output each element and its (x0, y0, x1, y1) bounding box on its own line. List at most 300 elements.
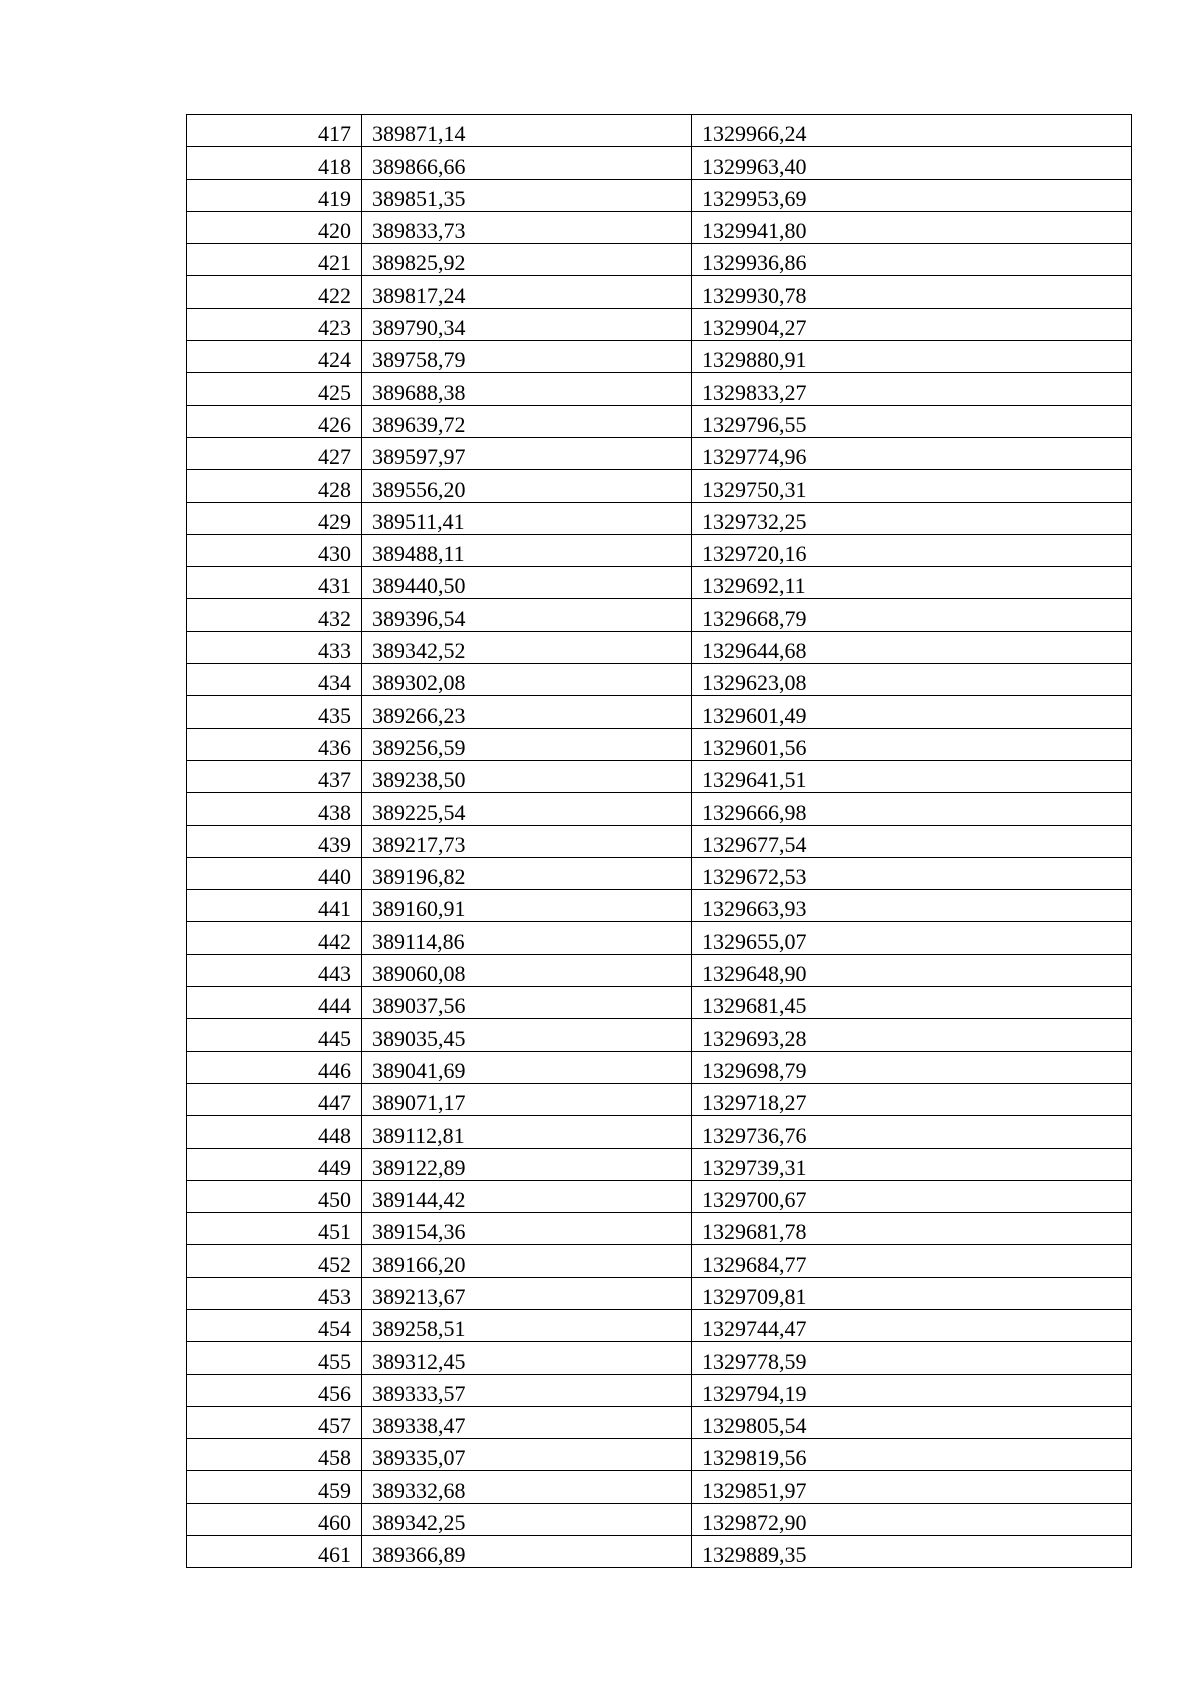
point-number-cell (187, 1116, 362, 1148)
y-coordinate-cell (692, 341, 1132, 373)
x-coordinate-cell (362, 825, 692, 857)
y-coordinate-cell (692, 1406, 1132, 1438)
y-coordinate-cell-text: 1329663,93 (702, 896, 807, 922)
table-row (187, 567, 1132, 599)
y-coordinate-cell (692, 599, 1132, 631)
y-coordinate-cell-text: 1329601,56 (702, 734, 807, 760)
point-number-cell (187, 276, 362, 308)
table-row (187, 1051, 1132, 1083)
x-coordinate-cell-text: 389688,38 (372, 379, 466, 405)
point-number-cell (187, 1245, 362, 1277)
x-coordinate-cell (362, 308, 692, 340)
point-number-cell (187, 244, 362, 276)
point-number-cell (187, 1148, 362, 1180)
table-row (187, 954, 1132, 986)
table-row (187, 373, 1132, 405)
table-row (187, 1148, 1132, 1180)
x-coordinate-cell (362, 922, 692, 954)
x-coordinate-cell-text: 389366,89 (372, 1542, 466, 1568)
y-coordinate-cell-text: 1329720,16 (702, 541, 807, 567)
x-coordinate-cell (362, 1083, 692, 1115)
y-coordinate-cell-text: 1329819,56 (702, 1445, 807, 1471)
point-number-cell (187, 1019, 362, 1051)
x-coordinate-cell (362, 1213, 692, 1245)
x-coordinate-cell (362, 1180, 692, 1212)
y-coordinate-cell (692, 502, 1132, 534)
x-coordinate-cell (362, 857, 692, 889)
x-coordinate-cell-text: 389035,45 (372, 1025, 466, 1051)
x-coordinate-cell-text: 389217,73 (372, 831, 466, 857)
point-number-cell (187, 115, 362, 147)
x-coordinate-cell-text: 389871,14 (372, 121, 466, 147)
table-row (187, 825, 1132, 857)
point-number-cell-text: 423 (318, 315, 351, 341)
y-coordinate-cell (692, 1180, 1132, 1212)
point-number-cell-text: 456 (318, 1380, 351, 1406)
point-number-cell-text: 451 (318, 1219, 351, 1245)
point-number-cell (187, 470, 362, 502)
x-coordinate-cell (362, 373, 692, 405)
table-row (187, 115, 1132, 147)
table-row (187, 1536, 1132, 1568)
x-coordinate-cell-text: 389335,07 (372, 1445, 466, 1471)
x-coordinate-cell-text: 389597,97 (372, 444, 466, 470)
table-row (187, 1309, 1132, 1341)
point-number-cell-text: 431 (318, 573, 351, 599)
point-number-cell (187, 1406, 362, 1438)
point-number-cell (187, 373, 362, 405)
table-row (187, 1342, 1132, 1374)
y-coordinate-cell (692, 1277, 1132, 1309)
y-coordinate-cell-text: 1329739,31 (702, 1154, 807, 1180)
x-coordinate-cell (362, 437, 692, 469)
y-coordinate-cell (692, 115, 1132, 147)
point-number-cell-text: 461 (318, 1542, 351, 1568)
y-coordinate-cell-text: 1329684,77 (702, 1251, 807, 1277)
x-coordinate-cell-text: 389213,67 (372, 1283, 466, 1309)
y-coordinate-cell (692, 1245, 1132, 1277)
x-coordinate-cell-text: 389037,56 (372, 993, 466, 1019)
y-coordinate-cell (692, 954, 1132, 986)
point-number-cell (187, 1471, 362, 1503)
x-coordinate-cell (362, 1439, 692, 1471)
y-coordinate-cell (692, 1051, 1132, 1083)
y-coordinate-cell (692, 308, 1132, 340)
x-coordinate-cell-text: 389266,23 (372, 702, 466, 728)
point-number-cell-text: 427 (318, 444, 351, 470)
x-coordinate-cell-text: 389122,89 (372, 1154, 466, 1180)
x-coordinate-cell-text: 389256,59 (372, 734, 466, 760)
x-coordinate-cell-text: 389144,42 (372, 1187, 466, 1213)
y-coordinate-cell-text: 1329872,90 (702, 1510, 807, 1536)
table-row (187, 308, 1132, 340)
point-number-cell-text: 457 (318, 1413, 351, 1439)
y-coordinate-cell-text: 1329941,80 (702, 218, 807, 244)
x-coordinate-cell (362, 1503, 692, 1535)
y-coordinate-cell (692, 373, 1132, 405)
y-coordinate-cell-text: 1329681,45 (702, 993, 807, 1019)
point-number-cell (187, 147, 362, 179)
point-number-cell-text: 419 (318, 185, 351, 211)
table-row (187, 341, 1132, 373)
x-coordinate-cell-text: 389817,24 (372, 282, 466, 308)
x-coordinate-cell-text: 389302,08 (372, 670, 466, 696)
point-number-cell (187, 1536, 362, 1568)
y-coordinate-cell-text: 1329655,07 (702, 928, 807, 954)
x-coordinate-cell-text: 389332,68 (372, 1477, 466, 1503)
point-number-cell-text: 458 (318, 1445, 351, 1471)
table-row (187, 1180, 1132, 1212)
table-row (187, 760, 1132, 792)
point-number-cell-text: 426 (318, 411, 351, 437)
y-coordinate-cell (692, 470, 1132, 502)
x-coordinate-cell-text: 389338,47 (372, 1413, 466, 1439)
table-row (187, 1471, 1132, 1503)
x-coordinate-cell-text: 389258,51 (372, 1316, 466, 1342)
y-coordinate-cell-text: 1329644,68 (702, 638, 807, 664)
table-row (187, 664, 1132, 696)
table-row (187, 211, 1132, 243)
x-coordinate-cell (362, 341, 692, 373)
point-number-cell-text: 444 (318, 993, 351, 1019)
y-coordinate-cell-text: 1329601,49 (702, 702, 807, 728)
x-coordinate-cell-text: 389060,08 (372, 961, 466, 987)
y-coordinate-cell (692, 211, 1132, 243)
point-number-cell-text: 459 (318, 1477, 351, 1503)
x-coordinate-cell (362, 179, 692, 211)
x-coordinate-cell (362, 1471, 692, 1503)
y-coordinate-cell-text: 1329953,69 (702, 185, 807, 211)
x-coordinate-cell-text: 389790,34 (372, 315, 466, 341)
table-row (187, 857, 1132, 889)
y-coordinate-cell-text: 1329936,86 (702, 250, 807, 276)
y-coordinate-cell (692, 664, 1132, 696)
y-coordinate-cell (692, 405, 1132, 437)
x-coordinate-cell (362, 890, 692, 922)
x-coordinate-cell (362, 760, 692, 792)
coordinates-table-body (187, 115, 1132, 1568)
x-coordinate-cell (362, 664, 692, 696)
table-row (187, 890, 1132, 922)
y-coordinate-cell-text: 1329930,78 (702, 282, 807, 308)
y-coordinate-cell (692, 1309, 1132, 1341)
table-row (187, 1503, 1132, 1535)
y-coordinate-cell-text: 1329744,47 (702, 1316, 807, 1342)
table-row (187, 599, 1132, 631)
point-number-cell-text: 422 (318, 282, 351, 308)
point-number-cell-text: 442 (318, 928, 351, 954)
table-row (187, 1406, 1132, 1438)
table-row (187, 179, 1132, 211)
y-coordinate-cell (692, 1148, 1132, 1180)
x-coordinate-cell-text: 389511,41 (372, 508, 465, 534)
x-coordinate-cell (362, 599, 692, 631)
y-coordinate-cell (692, 1019, 1132, 1051)
point-number-cell-text: 436 (318, 734, 351, 760)
y-coordinate-cell-text: 1329681,78 (702, 1219, 807, 1245)
y-coordinate-cell (692, 696, 1132, 728)
y-coordinate-cell (692, 244, 1132, 276)
point-number-cell-text: 452 (318, 1251, 351, 1277)
x-coordinate-cell-text: 389166,20 (372, 1251, 466, 1277)
y-coordinate-cell-text: 1329794,19 (702, 1380, 807, 1406)
x-coordinate-cell (362, 567, 692, 599)
table-row (187, 147, 1132, 179)
x-coordinate-cell-text: 389833,73 (372, 218, 466, 244)
x-coordinate-cell (362, 244, 692, 276)
y-coordinate-cell (692, 1116, 1132, 1148)
point-number-cell (187, 211, 362, 243)
x-coordinate-cell (362, 954, 692, 986)
y-coordinate-cell-text: 1329851,97 (702, 1477, 807, 1503)
table-row (187, 470, 1132, 502)
point-number-cell (187, 760, 362, 792)
point-number-cell-text: 433 (318, 638, 351, 664)
point-number-cell (187, 1439, 362, 1471)
point-number-cell-text: 445 (318, 1025, 351, 1051)
x-coordinate-cell (362, 728, 692, 760)
y-coordinate-cell-text: 1329700,67 (702, 1187, 807, 1213)
point-number-cell-text: 435 (318, 702, 351, 728)
x-coordinate-cell (362, 631, 692, 663)
y-coordinate-cell-text: 1329805,54 (702, 1413, 807, 1439)
y-coordinate-cell-text: 1329693,28 (702, 1025, 807, 1051)
x-coordinate-cell-text: 389825,92 (372, 250, 466, 276)
y-coordinate-cell-text: 1329698,79 (702, 1057, 807, 1083)
point-number-cell (187, 1309, 362, 1341)
point-number-cell (187, 890, 362, 922)
x-coordinate-cell (362, 793, 692, 825)
x-coordinate-cell-text: 389154,36 (372, 1219, 466, 1245)
point-number-cell (187, 954, 362, 986)
y-coordinate-cell-text: 1329889,35 (702, 1542, 807, 1568)
x-coordinate-cell (362, 1406, 692, 1438)
x-coordinate-cell-text: 389342,52 (372, 638, 466, 664)
y-coordinate-cell (692, 1342, 1132, 1374)
table-row (187, 502, 1132, 534)
x-coordinate-cell (362, 1277, 692, 1309)
table-row (187, 1213, 1132, 1245)
x-coordinate-cell (362, 470, 692, 502)
x-coordinate-cell-text: 389160,91 (372, 896, 466, 922)
y-coordinate-cell (692, 567, 1132, 599)
x-coordinate-cell-text: 389071,17 (372, 1090, 466, 1116)
y-coordinate-cell-text: 1329623,08 (702, 670, 807, 696)
point-number-cell (187, 1083, 362, 1115)
table-row (187, 437, 1132, 469)
x-coordinate-cell (362, 987, 692, 1019)
x-coordinate-cell-text: 389488,11 (372, 541, 465, 567)
point-number-cell-text: 430 (318, 541, 351, 567)
point-number-cell-text: 441 (318, 896, 351, 922)
point-number-cell (187, 502, 362, 534)
x-coordinate-cell (362, 1019, 692, 1051)
point-number-cell-text: 424 (318, 347, 351, 373)
point-number-cell-text: 448 (318, 1122, 351, 1148)
point-number-cell-text: 454 (318, 1316, 351, 1342)
point-number-cell-text: 428 (318, 476, 351, 502)
y-coordinate-cell (692, 987, 1132, 1019)
point-number-cell (187, 1374, 362, 1406)
point-number-cell (187, 534, 362, 566)
y-coordinate-cell (692, 147, 1132, 179)
y-coordinate-cell (692, 534, 1132, 566)
x-coordinate-cell (362, 1342, 692, 1374)
x-coordinate-cell (362, 1536, 692, 1568)
x-coordinate-cell (362, 696, 692, 728)
y-coordinate-cell (692, 276, 1132, 308)
table-row (187, 534, 1132, 566)
point-number-cell (187, 1213, 362, 1245)
y-coordinate-cell (692, 728, 1132, 760)
y-coordinate-cell-text: 1329641,51 (702, 767, 807, 793)
x-coordinate-cell-text: 389866,66 (372, 153, 466, 179)
point-number-cell-text: 432 (318, 605, 351, 631)
y-coordinate-cell-text: 1329963,40 (702, 153, 807, 179)
y-coordinate-cell-text: 1329833,27 (702, 379, 807, 405)
y-coordinate-cell-text: 1329677,54 (702, 831, 807, 857)
x-coordinate-cell (362, 534, 692, 566)
point-number-cell (187, 793, 362, 825)
point-number-cell (187, 696, 362, 728)
x-coordinate-cell (362, 211, 692, 243)
point-number-cell (187, 341, 362, 373)
x-coordinate-cell (362, 1116, 692, 1148)
x-coordinate-cell (362, 1309, 692, 1341)
y-coordinate-cell-text: 1329718,27 (702, 1090, 807, 1116)
table-row (187, 922, 1132, 954)
y-coordinate-cell-text: 1329750,31 (702, 476, 807, 502)
point-number-cell (187, 405, 362, 437)
y-coordinate-cell (692, 857, 1132, 889)
x-coordinate-cell-text: 389114,86 (372, 928, 465, 954)
point-number-cell (187, 1180, 362, 1212)
y-coordinate-cell-text: 1329668,79 (702, 605, 807, 631)
y-coordinate-cell (692, 1503, 1132, 1535)
x-coordinate-cell-text: 389342,25 (372, 1510, 466, 1536)
table-row (187, 1245, 1132, 1277)
x-coordinate-cell-text: 389556,20 (372, 476, 466, 502)
x-coordinate-cell-text: 389041,69 (372, 1057, 466, 1083)
x-coordinate-cell-text: 389238,50 (372, 767, 466, 793)
x-coordinate-cell-text: 389196,82 (372, 864, 466, 890)
point-number-cell-text: 439 (318, 831, 351, 857)
y-coordinate-cell (692, 179, 1132, 211)
point-number-cell (187, 922, 362, 954)
y-coordinate-cell (692, 825, 1132, 857)
table-row (187, 987, 1132, 1019)
point-number-cell-text: 417 (318, 121, 351, 147)
y-coordinate-cell (692, 437, 1132, 469)
y-coordinate-cell (692, 1083, 1132, 1115)
x-coordinate-cell-text: 389639,72 (372, 411, 466, 437)
table-row (187, 1374, 1132, 1406)
y-coordinate-cell-text: 1329966,24 (702, 121, 807, 147)
table-row (187, 1116, 1132, 1148)
point-number-cell-text: 440 (318, 864, 351, 890)
y-coordinate-cell (692, 760, 1132, 792)
table-row (187, 696, 1132, 728)
y-coordinate-cell (692, 1471, 1132, 1503)
y-coordinate-cell (692, 793, 1132, 825)
point-number-cell-text: 429 (318, 508, 351, 534)
y-coordinate-cell (692, 1439, 1132, 1471)
point-number-cell (187, 825, 362, 857)
point-number-cell (187, 664, 362, 696)
point-number-cell-text: 443 (318, 961, 351, 987)
point-number-cell (187, 987, 362, 1019)
table-row (187, 728, 1132, 760)
x-coordinate-cell-text: 389225,54 (372, 799, 466, 825)
y-coordinate-cell (692, 890, 1132, 922)
point-number-cell (187, 1051, 362, 1083)
table-row (187, 793, 1132, 825)
point-number-cell (187, 308, 362, 340)
y-coordinate-cell-text: 1329736,76 (702, 1122, 807, 1148)
x-coordinate-cell (362, 115, 692, 147)
point-number-cell (187, 1277, 362, 1309)
x-coordinate-cell (362, 1374, 692, 1406)
point-number-cell (187, 631, 362, 663)
point-number-cell-text: 450 (318, 1187, 351, 1213)
point-number-cell-text: 418 (318, 153, 351, 179)
point-number-cell-text: 460 (318, 1510, 351, 1536)
table-row (187, 1019, 1132, 1051)
point-number-cell (187, 857, 362, 889)
point-number-cell (187, 728, 362, 760)
table-row (187, 1083, 1132, 1115)
y-coordinate-cell (692, 631, 1132, 663)
x-coordinate-cell-text: 389440,50 (372, 573, 466, 599)
table-row (187, 1439, 1132, 1471)
point-number-cell-text: 434 (318, 670, 351, 696)
x-coordinate-cell-text: 389851,35 (372, 185, 466, 211)
x-coordinate-cell (362, 147, 692, 179)
point-number-cell-text: 446 (318, 1057, 351, 1083)
y-coordinate-cell-text: 1329778,59 (702, 1348, 807, 1374)
x-coordinate-cell-text: 389396,54 (372, 605, 466, 631)
x-coordinate-cell (362, 502, 692, 534)
point-number-cell-text: 425 (318, 379, 351, 405)
x-coordinate-cell (362, 1245, 692, 1277)
coordinates-table (186, 114, 1132, 1568)
x-coordinate-cell (362, 276, 692, 308)
table-row (187, 276, 1132, 308)
y-coordinate-cell-text: 1329648,90 (702, 961, 807, 987)
y-coordinate-cell-text: 1329796,55 (702, 411, 807, 437)
point-number-cell-text: 447 (318, 1090, 351, 1116)
table-row (187, 631, 1132, 663)
y-coordinate-cell-text: 1329880,91 (702, 347, 807, 373)
table-row (187, 1277, 1132, 1309)
x-coordinate-cell-text: 389758,79 (372, 347, 466, 373)
y-coordinate-cell (692, 922, 1132, 954)
point-number-cell-text: 453 (318, 1283, 351, 1309)
point-number-cell-text: 455 (318, 1348, 351, 1374)
y-coordinate-cell-text: 1329666,98 (702, 799, 807, 825)
x-coordinate-cell (362, 1051, 692, 1083)
point-number-cell (187, 1342, 362, 1374)
x-coordinate-cell (362, 1148, 692, 1180)
x-coordinate-cell (362, 405, 692, 437)
y-coordinate-cell (692, 1536, 1132, 1568)
point-number-cell (187, 567, 362, 599)
point-number-cell (187, 179, 362, 211)
point-number-cell (187, 599, 362, 631)
point-number-cell (187, 437, 362, 469)
y-coordinate-cell (692, 1374, 1132, 1406)
point-number-cell (187, 1503, 362, 1535)
